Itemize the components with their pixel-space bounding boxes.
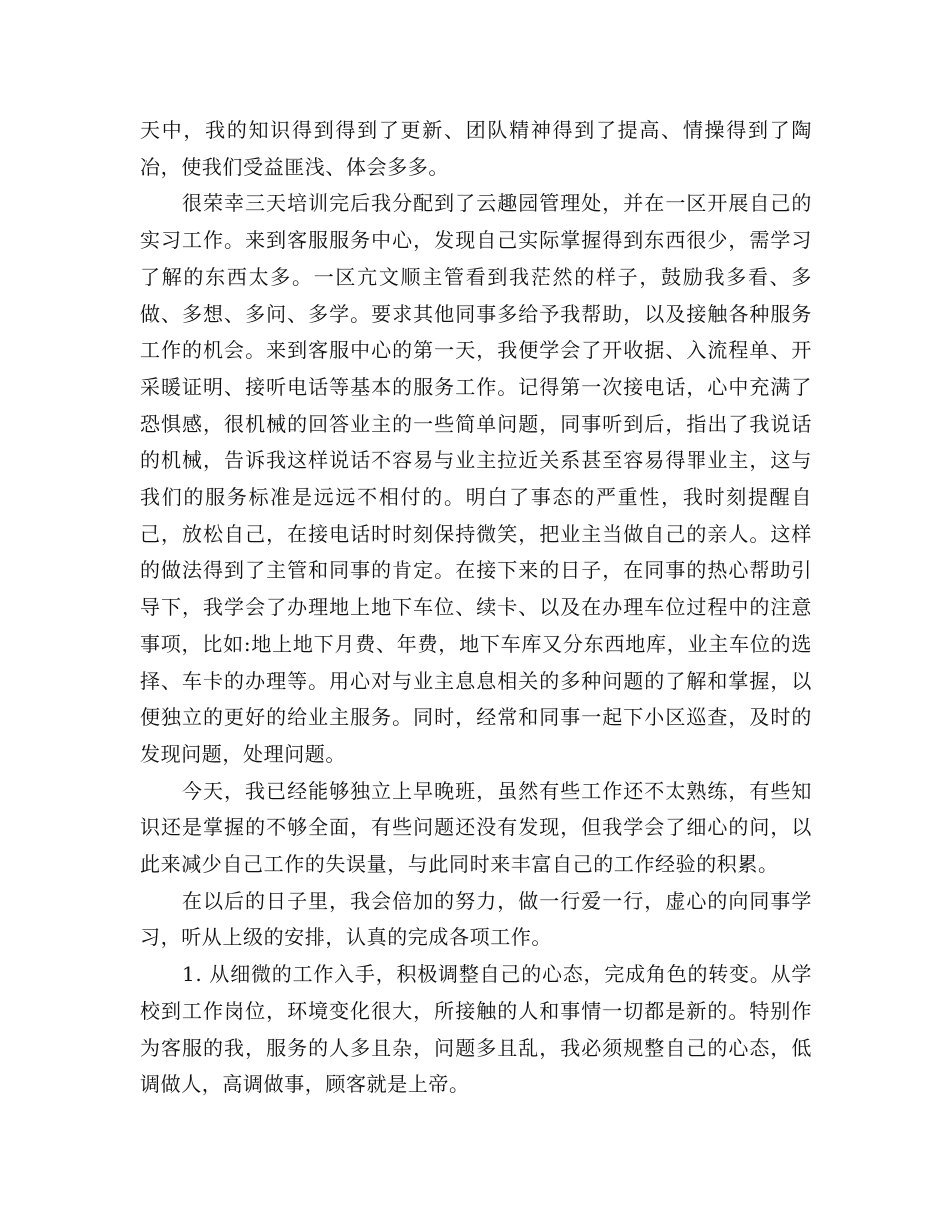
paragraph-continuation: 天中，我的知识得到得到了更新、团队精神得到了提高、情操得到了陶冶，使我们受益匪浅、体会多多。 xyxy=(140,118,812,179)
document-body xyxy=(140,112,812,1103)
paragraph-point-1: 1. 从细微的工作入手，积极调整自己的心态，完成角色的转变。从学校到工作岗位，环境变化很大，所接触的人和事情一切都是新的。特别作为客服的我，服务的人多且杂，问题多且乱，我必须规整自己的心态，低调做人，高调做事，顾客就是上帝。 xyxy=(140,962,812,1097)
paragraph-internship-work: 很荣幸三天培训完后我分配到了云趣园管理处，并在一区开展自己的实习工作。来到客服服务中心，发现自己实际掌握得到东西很少，需学习了解的东西太多。一区亢文顺主管看到我茫然的样子，鼓励我多看、多做、多想、多问、多学。要求其他同事多给予我帮助，以及接触各种服务工作的机会。来到客服中心的第一天，我便学会了开收据、入流程单、开采暖证明、接听电话等基本的服务工作。记得第一次接电话，心中充满了恐惧感，很机械的回答业主的一些简单问题，同事听到后，指出了我说话的机械，告诉我这样说话不容易与业主拉近关系甚至容易得罪业主，这与我们的服务标准是远远不相付的。明白了事态的严重性，我时刻提醒自己，放松自己，在接电话时时刻保持微笑，把业主当做自己的亲人。这样的做法得到了主管和同事的肯定。在接下来的日子，在同事的热心帮助引导下，我学会了办理地上地下车位、续卡、以及在办理车位过程中的注意事项，比如:地上地下月费、年费，地下车库又分东西地库，业主车位的选择、车卡的办理等。用心对与业主息息相关的多种问题的了解和掌握，以便独立的更好的给业主服务。同时，经常和同事一起下小区巡查，及时的发现问题，处理问题。 xyxy=(140,191,812,766)
paragraph-future-plan: 在以后的日子里，我会倍加的努力，做一行爱一行，虚心的向同事学习，听从上级的安排，认真的完成各项工作。 xyxy=(140,888,812,950)
paragraph-current-status: 今天，我已经能够独立上早晚班，虽然有些工作还不太熟练，有些知识还是掌握的不够全面，有些问题还没有发现，但我学会了细心的问，以此来减少自己工作的失误量，与此同时来丰富自己的工作经验的积累。 xyxy=(140,778,812,877)
